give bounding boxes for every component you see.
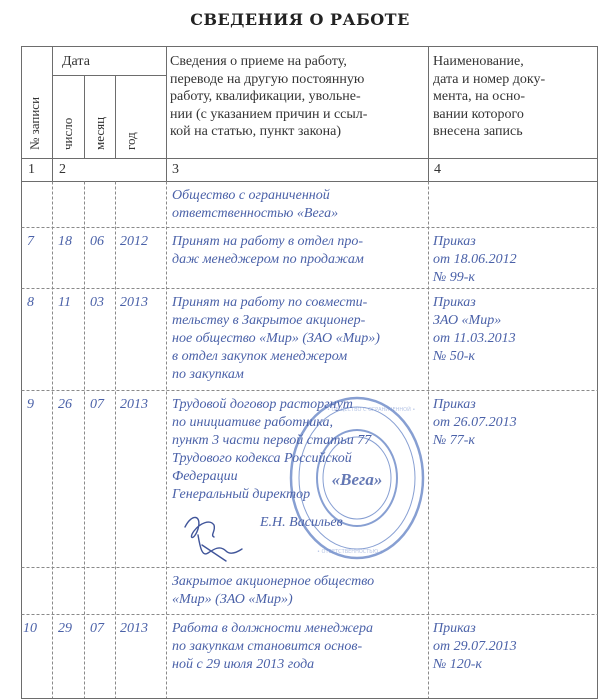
header-basis — [433, 53, 545, 141]
record-text — [172, 233, 364, 269]
table-row — [172, 573, 374, 609]
col-number-1: 1 — [28, 162, 35, 177]
record-line: пункт 3 части первой статьи 77 — [172, 433, 372, 448]
record-line: по закупкам — [172, 367, 244, 382]
signer-name: Е.Н. Васильев — [260, 515, 343, 530]
stamp-center-text: «Вега» — [331, 470, 383, 489]
record-line: в отдел закупок менеджером — [172, 349, 348, 364]
basis-line: № 99-к — [433, 270, 475, 285]
basis-line: от 18.06.2012 — [433, 252, 517, 267]
basis-line: Приказ — [433, 295, 476, 310]
record-line: Работа в должности менеджера — [172, 621, 373, 636]
record-line: по закупкам становится основ- — [172, 639, 363, 654]
record-no: 10 — [23, 621, 37, 636]
record-line: Принят на работу в отдел про- — [172, 234, 364, 249]
signature — [180, 505, 260, 565]
record-month: 06 — [90, 234, 104, 249]
col-number-3: 3 — [172, 162, 179, 177]
header-basis-line: Наименование, — [433, 54, 524, 69]
record-year: 2013 — [120, 621, 148, 636]
header-basis-line: мента, на осно- — [433, 89, 525, 104]
record-basis — [433, 396, 517, 450]
col-number-2: 2 — [59, 162, 66, 177]
header-info-line: работу, квалификации, увольне- — [170, 89, 361, 104]
header-info-line: переводе на другую постоянную — [170, 71, 365, 87]
header-info-line: Сведения о приеме на работу, — [170, 54, 347, 69]
record-month: 07 — [90, 621, 104, 636]
record-line: даж менеджером по продажам — [172, 252, 364, 267]
record-text — [172, 396, 371, 504]
table-row — [172, 187, 338, 223]
basis-line: Приказ — [433, 397, 476, 412]
header-basis-line: вании которого — [433, 106, 524, 122]
basis-line: от 29.07.2013 — [433, 639, 517, 654]
org-line: «Мир» (ЗАО «Мир») — [172, 592, 293, 607]
header-month: месяц — [92, 116, 107, 150]
record-line: тельству в Закрытое акционер- — [172, 313, 366, 328]
record-line: Генеральный директор — [172, 487, 311, 502]
header-info-line: нии (с указанием причин и ссыл- — [170, 106, 368, 122]
header-year: год — [123, 132, 138, 150]
header-basis-line: внесена запись — [433, 124, 523, 139]
basis-line: от 11.03.2013 — [433, 331, 516, 346]
record-line: Принят на работу по совмести- — [172, 295, 368, 310]
record-line: Трудового кодекса Российской — [172, 451, 352, 466]
record-line: Трудовой договор расторгнут — [172, 397, 353, 412]
record-day: 18 — [58, 234, 72, 249]
record-text — [172, 620, 373, 674]
record-day: 29 — [58, 621, 72, 636]
record-line: ной с 29 июля 2013 года — [172, 657, 315, 672]
header-basis-line: дата и номер доку- — [433, 71, 546, 87]
org-line: Закрытое акционерное общество — [172, 574, 375, 589]
header-info-line: кой на статью, пункт закона) — [170, 124, 342, 139]
header-date: Дата — [62, 54, 90, 69]
record-line: ное общество «Мир» (ЗАО «Мир») — [172, 331, 380, 346]
page-title: СВЕДЕНИЯ О РАБОТЕ — [190, 10, 410, 29]
basis-line: Приказ — [433, 234, 476, 249]
record-no: 7 — [27, 234, 34, 249]
basis-line: ЗАО «Мир» — [433, 313, 502, 328]
record-no: 9 — [27, 397, 34, 412]
record-line: по инициативе работника, — [172, 415, 333, 430]
record-no: 8 — [27, 295, 34, 310]
record-year: 2013 — [120, 397, 148, 412]
basis-line: № 50-к — [433, 349, 475, 364]
basis-line: № 77-к — [433, 433, 475, 448]
record-basis — [433, 294, 516, 366]
record-day: 26 — [58, 397, 72, 412]
record-text — [172, 294, 380, 384]
record-month: 07 — [90, 397, 104, 412]
header-info — [170, 53, 367, 141]
record-year: 2012 — [120, 234, 148, 249]
record-day: 11 — [58, 295, 71, 310]
record-basis — [433, 620, 517, 674]
org-line: ответственностью «Вега» — [172, 206, 339, 221]
org-line: Общество с ограниченной — [172, 188, 330, 203]
svg-text:• ОТВЕТСТВЕННОСТЬЮ •: • ОТВЕТСТВЕННОСТЬЮ • — [317, 549, 383, 555]
svg-text:• ОБЩЕСТВО С ОГРАНИЧЕННОЙ •: • ОБЩЕСТВО С ОГРАНИЧЕННОЙ • — [327, 407, 416, 413]
basis-line: № 120-к — [433, 657, 482, 672]
col-number-4: 4 — [434, 162, 441, 177]
record-year: 2013 — [120, 295, 148, 310]
basis-line: от 26.07.2013 — [433, 415, 517, 430]
record-month: 03 — [90, 295, 104, 310]
header-day: число — [60, 117, 75, 150]
header-record-no: № записи — [27, 96, 42, 150]
record-line: Федерации — [172, 469, 238, 484]
record-basis — [433, 233, 517, 287]
basis-line: Приказ — [433, 621, 476, 636]
